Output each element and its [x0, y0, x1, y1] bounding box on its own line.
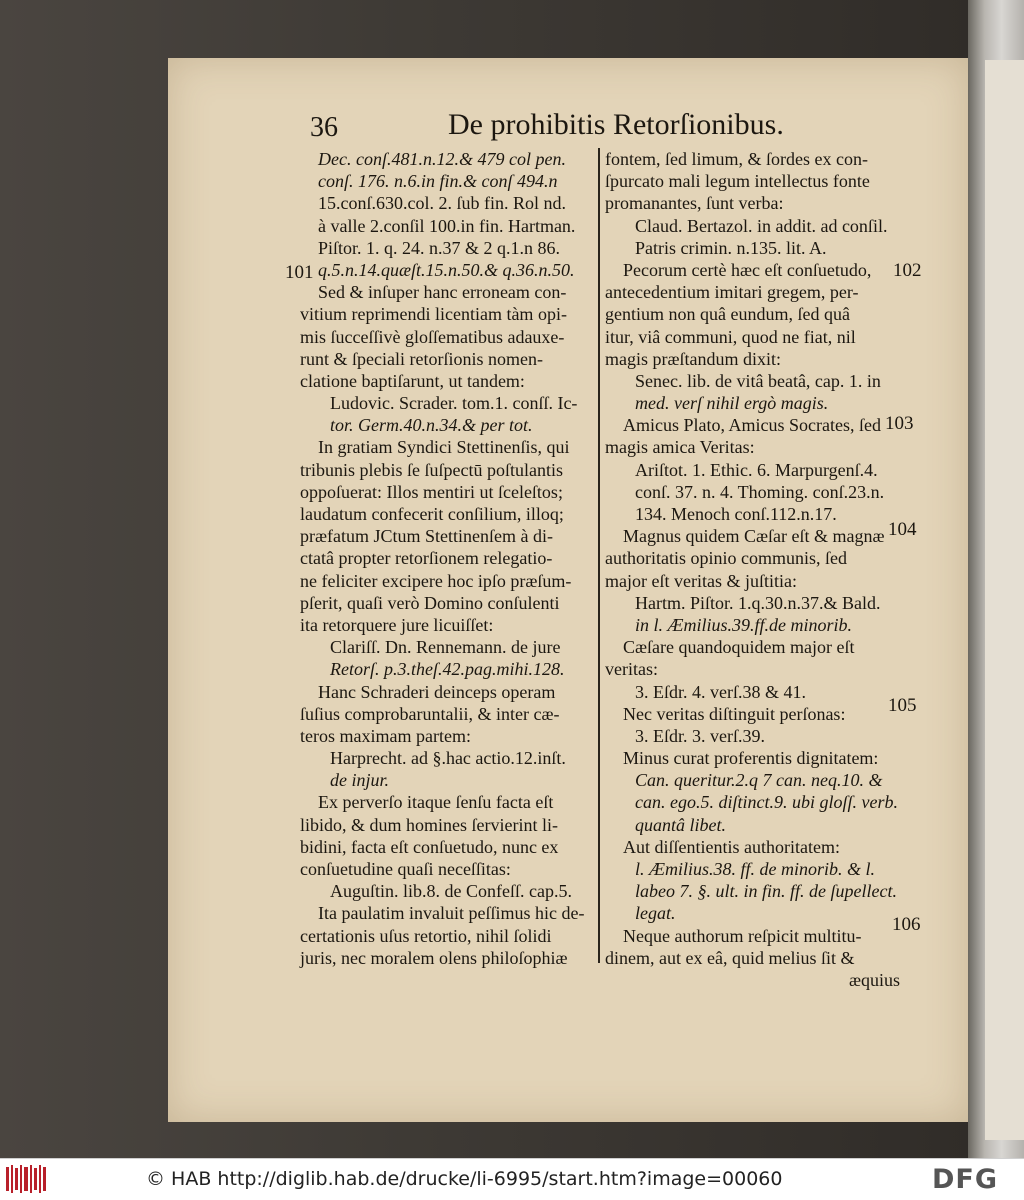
text-line: Minus curat proferentis dignitatem: — [623, 748, 879, 769]
text-line: certationis uſus retortio, nihil ſolidi — [300, 925, 552, 946]
text-line: authoritatis opinio communis, ſed — [605, 548, 847, 569]
text-line: dinem, aut ex eâ, quid melius ſit & — [605, 947, 855, 968]
text-line: libido, & dum homines ſervierint li- — [300, 814, 558, 835]
text-line: conſ. 176. n.6.in fin.& conſ 494.n — [318, 171, 558, 192]
text-line: 3. Eſdr. 4. verſ.38 & 41. — [635, 681, 806, 702]
right-text-column — [605, 148, 900, 991]
text-line: Hartm. Piſtor. 1.q.30.n.37.& Bald. — [635, 592, 881, 613]
text-line: ſuſius comprobaruntalii, & inter cæ- — [300, 703, 560, 724]
text-line: Ariſtot. 1. Ethic. 6. Marpurgenſ.4. — [635, 459, 878, 480]
text-line: vitium reprimendi licentiam tàm opi- — [300, 304, 567, 325]
text-line: Ludovic. Scrader. tom.1. conſſ. Ic- — [330, 393, 578, 414]
text-line: ſpurcato mali legum intellectus fonte — [605, 171, 870, 192]
text-line: In gratiam Syndici Stettinenſis, qui — [318, 437, 570, 458]
text-line: med. verſ nihil ergò magis. — [635, 393, 829, 414]
text-line: teros maximam partem: — [300, 725, 471, 746]
text-line: Piſtor. 1. q. 24. n.37 & 2 q.1.n 86. — [318, 237, 561, 258]
text-line: Ex perverſo itaque ſenſu facta eſt — [318, 792, 554, 813]
text-line: veritas: — [605, 659, 658, 680]
viewer-footer — [0, 1158, 1024, 1200]
text-line: fontem, ſed limum, & ſordes ex con- — [605, 149, 868, 169]
text-line: legat. — [635, 903, 676, 924]
copyright-link[interactable]: © HAB http://diglib.hab.de/drucke/li-6995/start.htm?image=00060 — [146, 1168, 783, 1190]
text-line: magis præſtandum dixit: — [605, 348, 781, 369]
margin-number-106: 106 — [892, 914, 921, 935]
page-number: 36 — [310, 112, 338, 143]
text-line: Cæſare quandoquidem major eſt — [623, 637, 855, 658]
text-line: gentium non quâ eundum, ſed quâ — [605, 304, 850, 325]
text-line: q.5.n.14.quæſt.15.n.50.& q.36.n.50. — [318, 259, 575, 280]
text-line: runt & ſpeciali retorſionis nomen- — [300, 348, 543, 369]
text-line: Aut diſſentientis authoritatem: — [623, 836, 840, 857]
text-line: pſerit, quaſi verò Domino conſulenti — [300, 592, 560, 613]
left-text-column — [300, 148, 596, 969]
text-line: de injur. — [330, 770, 390, 791]
text-line: ita retorquere jure licuiſſet: — [300, 614, 494, 635]
text-line: Pecorum certè hæc eſt conſuetudo, — [623, 259, 872, 280]
text-line: Retorſ. p.3.theſ.42.pag.mihi.128. — [330, 659, 565, 680]
text-line: præfatum JCtum Stettinenſem à di- — [300, 526, 553, 547]
text-line: Auguſtin. lib.8. de Confeſſ. cap.5. — [330, 881, 572, 902]
text-line: mis ſucceſſivè gloſſematibus adauxe- — [300, 326, 565, 347]
text-line: Dec. conſ.481.n.12.& 479 col pen. — [318, 149, 566, 169]
text-line: Hanc Schraderi deinceps operam — [318, 681, 556, 702]
dfg-logo: DFG — [932, 1164, 999, 1195]
margin-number-103: 103 — [885, 413, 914, 434]
text-line: itur, viâ communi, quod ne fiat, nil — [605, 326, 856, 347]
text-line: Magnus quidem Cæſar eſt & magnæ — [623, 526, 885, 547]
barcode-icon — [6, 1165, 46, 1193]
text-line: Can. queritur.2.q 7 can. neq.10. & — [635, 770, 883, 791]
text-line: bidini, facta eſt conſuetudo, nunc ex — [300, 836, 559, 857]
text-line: promanantes, ſunt verba: — [605, 193, 784, 214]
text-line: Senec. lib. de vitâ beatâ, cap. 1. in — [635, 370, 881, 391]
text-line: tor. Germ.40.n.34.& per tot. — [330, 415, 533, 436]
text-line: juris, nec moralem olens philoſophiæ — [300, 947, 568, 968]
text-line: Patris crimin. n.135. lit. A. — [635, 237, 827, 258]
text-line: ctatâ propter retorſionem relegatio- — [300, 548, 553, 569]
text-line: Nec veritas diſtinguit perſonas: — [623, 703, 846, 724]
text-line: conſuetudine quaſi neceſſitas: — [300, 859, 511, 879]
running-title: De prohibitis Retorſionibus. — [448, 108, 784, 141]
text-line: antecedentium imitari gregem, per- — [605, 282, 859, 303]
margin-number-102: 102 — [893, 260, 922, 281]
text-line: major eſt veritas & juſtitia: — [605, 570, 797, 591]
text-line: l. Æmilius.38. ff. de minorib. & l. — [635, 859, 876, 879]
text-line: clatione baptiſarunt, ut tandem: — [300, 370, 525, 391]
text-line: à valle 2.conſil 100.in fin. Hartman. — [318, 215, 576, 236]
text-line: 3. Eſdr. 3. verſ.39. — [635, 725, 765, 746]
text-line: tribunis plebis ſe ſuſpectū poſtulantis — [300, 459, 563, 480]
margin-number-101: 101 — [285, 262, 314, 283]
text-line: Clariſſ. Dn. Rennemann. de jure — [330, 637, 561, 658]
text-line: labeo 7. §. ult. in fin. ff. de ſupellect. — [635, 881, 897, 902]
text-line: in l. Æmilius.39.ff.de minorib. — [635, 614, 853, 635]
text-line: Amicus Plato, Amicus Socrates, ſed — [623, 415, 881, 436]
text-line: quantâ libet. — [635, 814, 726, 835]
text-line: 134. Menoch conſ.112.n.17. — [635, 504, 837, 524]
text-line: Neque authorum reſpicit multitu- — [623, 925, 862, 946]
text-line: conſ. 37. n. 4. Thoming. conſ.23.n. — [635, 481, 885, 502]
margin-number-105: 105 — [888, 695, 917, 716]
text-line: æquius — [848, 969, 900, 990]
text-line: Sed & inſuper hanc erroneam con- — [318, 282, 567, 303]
text-line: Harprecht. ad §.hac actio.12.inſt. — [330, 748, 566, 769]
text-line: magis amica Veritas: — [605, 437, 755, 458]
text-line: laudatum confecerit conſilium, illoq; — [300, 504, 564, 524]
text-line: Ita paulatim invaluit peſſimus hic de- — [318, 903, 585, 924]
text-line: Claud. Bertazol. in addit. ad conſil. — [635, 215, 888, 236]
text-line: oppoſuerat: Illos mentiri ut ſceleſtos; — [300, 481, 563, 502]
adjacent-page-paper — [985, 60, 1024, 1140]
margin-number-104: 104 — [888, 519, 917, 540]
text-line: can. ego.5. diſtinct.9. ubi gloſſ. verb. — [635, 792, 898, 813]
text-line: ne feliciter excipere hoc ipſo præſum- — [300, 570, 572, 591]
column-divider — [598, 148, 600, 963]
text-line: 15.conſ.630.col. 2. ſub fin. Rol nd. — [318, 193, 566, 214]
